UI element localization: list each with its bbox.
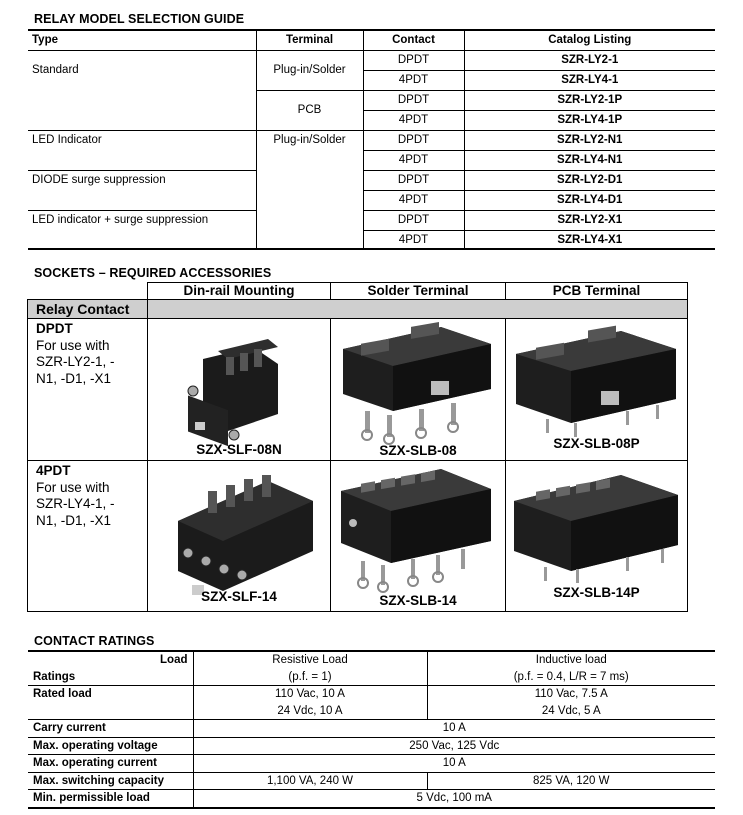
max-switching-ind: 825 VA, 120 W — [427, 772, 715, 790]
inductive-pf: (p.f. = 0.4, L/R = 7 ms) — [427, 669, 715, 686]
contact-cell: DPDT — [363, 211, 464, 231]
sockets-title: SOCKETS – REQUIRED ACCESSORIES — [34, 266, 272, 280]
contact-cell: DPDT — [363, 51, 464, 71]
col-pcb: PCB Terminal — [506, 283, 688, 300]
catalog-cell: SZR-LY4-D1 — [464, 191, 715, 211]
rated-load-ind-1: 110 Vac, 7.5 A — [427, 686, 715, 703]
col-din-rail: Din-rail Mounting — [148, 283, 331, 300]
4pdt-label: 4PDT — [36, 463, 71, 478]
socket-label-pcb-08: SZX-SLB-08P — [553, 436, 640, 451]
dpdt-label: DPDT — [36, 321, 73, 336]
socket-label-solder-08: SZX-SLB-08 — [379, 443, 457, 458]
solder-socket-14-image — [331, 461, 506, 611]
min-load-value: 5 Vdc, 100 mA — [193, 790, 715, 808]
ratings-title: CONTACT RATINGS — [34, 634, 155, 648]
4pdt-line2: SZR-LY4-1, - — [36, 496, 115, 511]
relay-selection-table — [28, 29, 715, 250]
terminal-plugin-others: Plug-in/Solder — [256, 131, 363, 251]
inductive-header: Inductive load — [427, 651, 715, 669]
type-standard: Standard — [28, 51, 256, 131]
4pdt-line1: For use with — [36, 479, 110, 495]
sockets-table — [27, 282, 688, 612]
max-switching-res: 1,100 VA, 240 W — [193, 772, 427, 790]
contact-cell: 4PDT — [363, 111, 464, 131]
carry-current-label: Carry current — [28, 720, 193, 738]
catalog-cell: SZR-LY4-N1 — [464, 151, 715, 171]
contact-cell: DPDT — [363, 91, 464, 111]
socket-cell-din-08 — [148, 319, 331, 461]
ratings-header: Ratings — [33, 670, 76, 683]
max-voltage-value: 250 Vac, 125 Vdc — [193, 737, 715, 755]
socket-label-pcb-14: SZX-SLB-14P — [553, 585, 640, 600]
socket-cell-pcb-08 — [506, 319, 688, 461]
socket-cell-solder-14 — [331, 461, 506, 612]
header-catalog: Catalog Listing — [464, 30, 715, 51]
terminal-pcb: PCB — [256, 91, 363, 131]
max-current-value: 10 A — [193, 755, 715, 773]
rated-load-spacer — [28, 703, 193, 720]
catalog-cell: SZR-LY4-X1 — [464, 231, 715, 251]
relay-contact-band — [148, 300, 688, 319]
load-header: Load — [28, 651, 193, 669]
catalog-cell: SZR-LY2-D1 — [464, 171, 715, 191]
header-contact: Contact — [363, 30, 464, 51]
rated-load-res-1: 110 Vac, 10 A — [193, 686, 427, 703]
dpdt-line2: SZR-LY2-1, - — [36, 354, 115, 369]
terminal-plugin-standard: Plug-in/Solder — [256, 51, 363, 91]
rated-load-ind-2: 24 Vdc, 5 A — [427, 703, 715, 720]
contact-cell: DPDT — [363, 131, 464, 151]
selection-table-bottom-rule — [28, 248, 715, 250]
socket-label-din-08: SZX-SLF-08N — [196, 442, 282, 457]
max-switching-label: Max. switching capacity — [28, 772, 193, 790]
dpdt-line3: N1, -D1, -X1 — [36, 370, 112, 386]
header-type: Type — [28, 30, 256, 51]
type-diode: DIODE surge suppression — [28, 171, 256, 211]
catalog-cell: SZR-LY2-1 — [464, 51, 715, 71]
relay-contact-header: Relay Contact — [28, 300, 148, 319]
contact-cell: 4PDT — [363, 151, 464, 171]
rated-load-res-2: 24 Vdc, 10 A — [193, 703, 427, 720]
socket-label-din-14: SZX-SLF-14 — [201, 589, 277, 604]
solder-socket-8-image — [331, 319, 506, 460]
sockets-corner — [28, 283, 148, 300]
contact-ratings-table — [28, 650, 715, 809]
carry-current-value: 10 A — [193, 720, 715, 738]
min-load-label: Min. permissible load — [28, 790, 193, 808]
4pdt-description — [28, 461, 148, 612]
din-rail-socket-8-image — [148, 319, 331, 460]
col-solder: Solder Terminal — [331, 283, 506, 300]
contact-cell: 4PDT — [363, 231, 464, 251]
type-led: LED Indicator — [28, 131, 256, 171]
selection-guide-title: RELAY MODEL SELECTION GUIDE — [34, 12, 245, 26]
contact-cell: 4PDT — [363, 191, 464, 211]
rated-load-label: Rated load — [28, 686, 193, 703]
catalog-cell: SZR-LY4-1P — [464, 111, 715, 131]
resistive-pf: (p.f. = 1) — [193, 669, 427, 686]
socket-cell-solder-08 — [331, 319, 506, 461]
dpdt-line1: For use with — [36, 337, 110, 353]
catalog-cell: SZR-LY2-X1 — [464, 211, 715, 231]
dpdt-description — [28, 319, 148, 461]
socket-label-solder-14: SZX-SLB-14 — [379, 593, 457, 608]
header-terminal: Terminal — [256, 30, 363, 51]
max-voltage-label: Max. operating voltage — [28, 737, 193, 755]
contact-cell: 4PDT — [363, 71, 464, 91]
max-current-label: Max. operating current — [28, 755, 193, 773]
catalog-cell: SZR-LY2-1P — [464, 91, 715, 111]
contact-cell: DPDT — [363, 171, 464, 191]
type-led-surge: LED indicator + surge suppression — [32, 214, 209, 226]
socket-cell-pcb-14 — [506, 461, 688, 612]
catalog-cell: SZR-LY4-1 — [464, 71, 715, 91]
catalog-cell: SZR-LY2-N1 — [464, 131, 715, 151]
resistive-header: Resistive Load — [193, 651, 427, 669]
socket-cell-din-14 — [148, 461, 331, 612]
4pdt-line3: N1, -D1, -X1 — [36, 512, 112, 528]
